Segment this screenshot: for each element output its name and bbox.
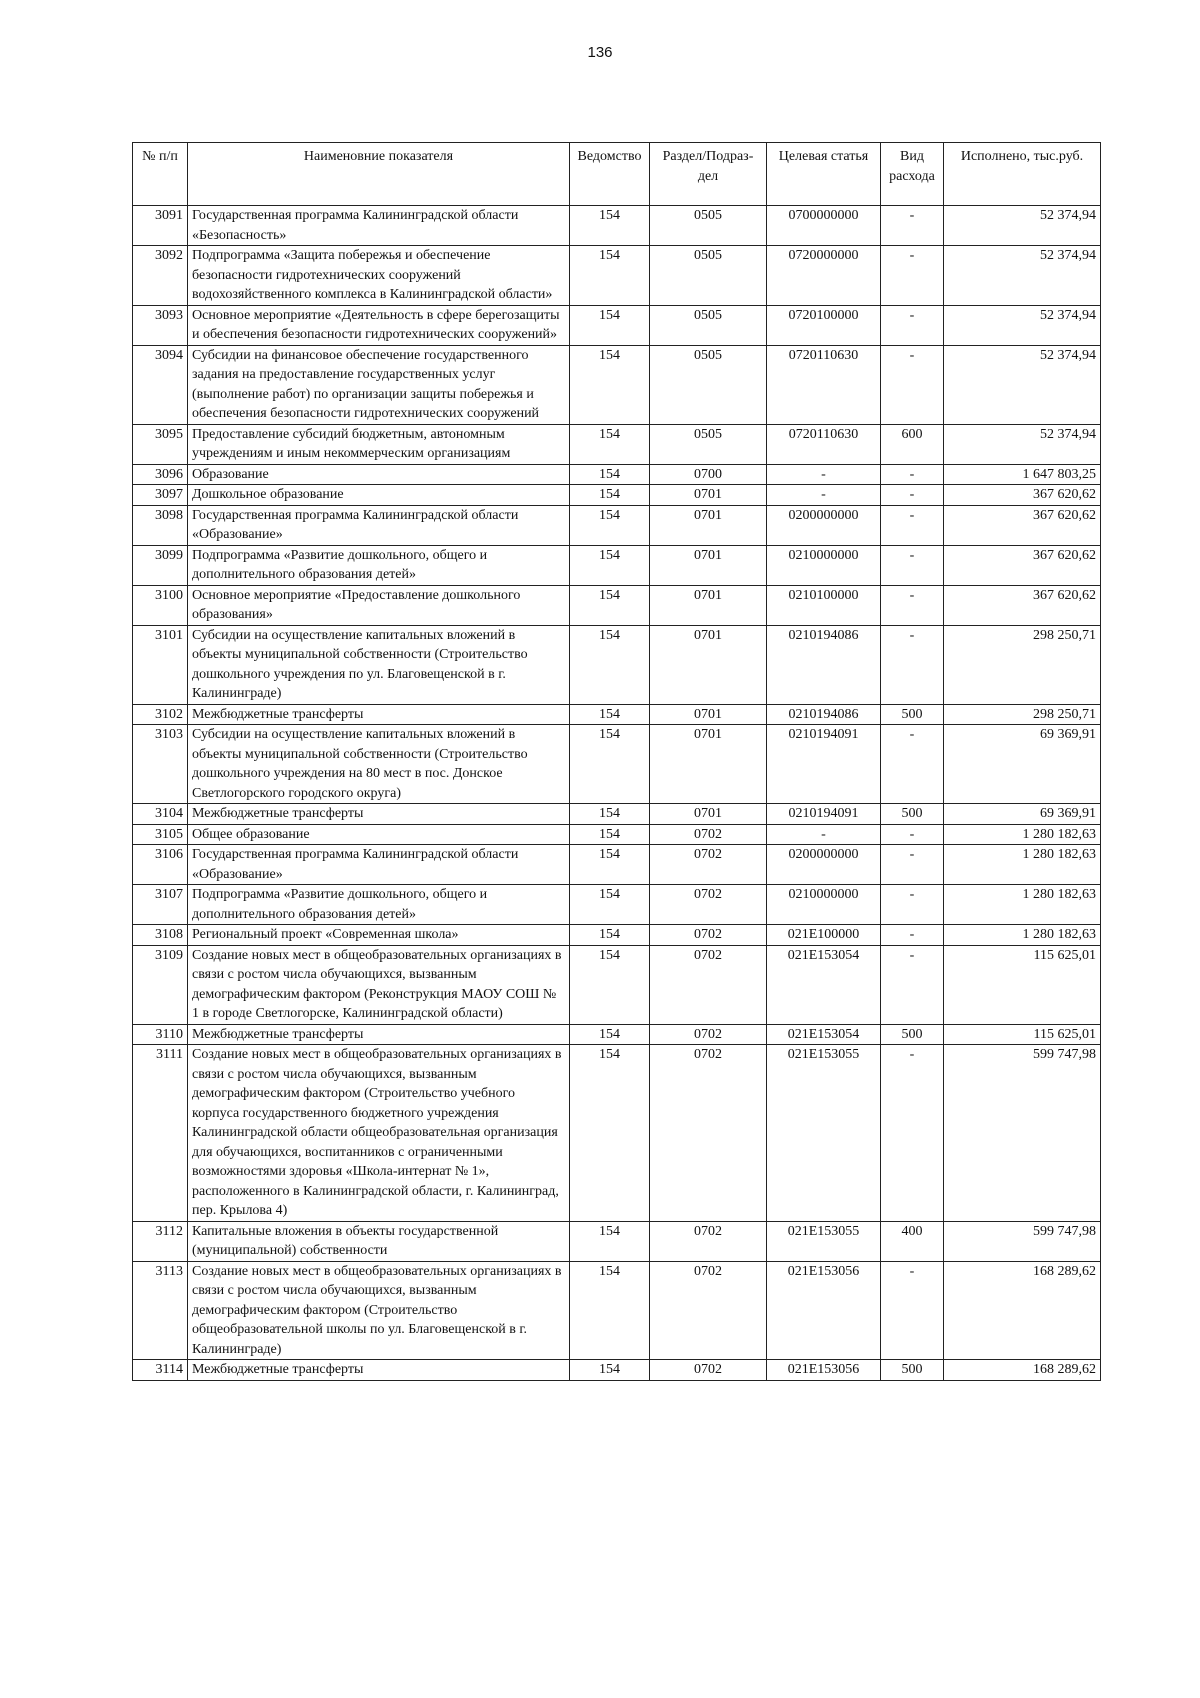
row-dept: 154 (570, 845, 650, 885)
table-row (133, 625, 1101, 704)
row-kind: - (881, 505, 944, 545)
row-target: 0210194091 (767, 725, 881, 804)
table-row (133, 1024, 1101, 1045)
table-row (133, 945, 1101, 1024)
row-section: 0505 (650, 246, 767, 306)
row-name: Субсидии на осуществление капитальных вложений в объекты муниципальной собственности (Строительство дошкольного учреждения на 80 мест в пос. Донское Светлогорского городского округа) (188, 725, 570, 804)
row-kind: 500 (881, 1360, 944, 1381)
row-num: 3103 (133, 725, 188, 804)
row-name: Капитальные вложения в объекты государственной (муниципальной) собственности (188, 1221, 570, 1261)
header-kind: Вид расхода (881, 143, 944, 206)
row-num: 3094 (133, 345, 188, 424)
row-target: 0200000000 (767, 845, 881, 885)
table-row (133, 206, 1101, 246)
row-dept: 154 (570, 885, 650, 925)
row-dept: 154 (570, 1221, 650, 1261)
row-target: 0210000000 (767, 545, 881, 585)
row-num: 3107 (133, 885, 188, 925)
row-section: 0505 (650, 424, 767, 464)
table-row (133, 545, 1101, 585)
row-target: 0720000000 (767, 246, 881, 306)
row-target: 021E153056 (767, 1360, 881, 1381)
row-target: 021E153054 (767, 1024, 881, 1045)
table-row (133, 305, 1101, 345)
row-section: 0702 (650, 885, 767, 925)
header-section: Раздел/Подраз-дел (650, 143, 767, 206)
row-target: 0210000000 (767, 885, 881, 925)
table-row (133, 345, 1101, 424)
table-row (133, 804, 1101, 825)
row-section: 0701 (650, 625, 767, 704)
budget-execution-table (132, 142, 1101, 1381)
row-name: Основное мероприятие «Предоставление дошкольного образования» (188, 585, 570, 625)
row-target: 0720110630 (767, 424, 881, 464)
row-dept: 154 (570, 464, 650, 485)
row-amount: 69 369,91 (944, 725, 1101, 804)
row-num: 3095 (133, 424, 188, 464)
row-section: 0702 (650, 1261, 767, 1360)
header-target: Целевая статья (767, 143, 881, 206)
row-target: 021E100000 (767, 925, 881, 946)
row-dept: 154 (570, 945, 650, 1024)
row-target: 0700000000 (767, 206, 881, 246)
row-dept: 154 (570, 1261, 650, 1360)
row-amount: 599 747,98 (944, 1045, 1101, 1222)
row-amount: 367 620,62 (944, 585, 1101, 625)
row-amount: 1 647 803,25 (944, 464, 1101, 485)
row-name: Дошкольное образование (188, 485, 570, 506)
row-name: Межбюджетные трансферты (188, 1360, 570, 1381)
row-section: 0700 (650, 464, 767, 485)
row-target: 021E153054 (767, 945, 881, 1024)
table-row (133, 424, 1101, 464)
row-amount: 1 280 182,63 (944, 885, 1101, 925)
table-row (133, 485, 1101, 506)
row-section: 0701 (650, 704, 767, 725)
table-row (133, 725, 1101, 804)
row-kind: - (881, 585, 944, 625)
row-kind: - (881, 1045, 944, 1222)
table-header-row (133, 143, 1101, 206)
row-kind: - (881, 625, 944, 704)
page-number: 136 (587, 44, 613, 61)
row-section: 0505 (650, 305, 767, 345)
row-num: 3099 (133, 545, 188, 585)
row-amount: 168 289,62 (944, 1360, 1101, 1381)
row-name: Государственная программа Калининградской области «Образование» (188, 505, 570, 545)
row-amount: 1 280 182,63 (944, 845, 1101, 885)
row-target: - (767, 464, 881, 485)
row-amount: 367 620,62 (944, 545, 1101, 585)
row-dept: 154 (570, 925, 650, 946)
row-name: Межбюджетные трансферты (188, 804, 570, 825)
header-name: Наименовние показателя (188, 143, 570, 206)
row-num: 3104 (133, 804, 188, 825)
row-name: Межбюджетные трансферты (188, 704, 570, 725)
row-amount: 367 620,62 (944, 485, 1101, 506)
row-num: 3114 (133, 1360, 188, 1381)
row-kind: - (881, 885, 944, 925)
table-row (133, 246, 1101, 306)
row-kind: 500 (881, 704, 944, 725)
row-section: 0702 (650, 925, 767, 946)
row-name: Создание новых мест в общеобразовательных организациях в связи с ростом числа обучающихся, вызванным демографическим фактором (Реконструкция МАОУ СОШ № 1 в городе Светлогорске, Калининградской области) (188, 945, 570, 1024)
row-name: Подпрограмма «Защита побережья и обеспечение безопасности гидротехнических сооружений водохозяйственного комплекса в Калининградской области» (188, 246, 570, 306)
header-num: № п/п (133, 143, 188, 206)
row-kind: - (881, 925, 944, 946)
row-kind: - (881, 945, 944, 1024)
row-target: 0720100000 (767, 305, 881, 345)
row-kind: - (881, 246, 944, 306)
row-kind: - (881, 464, 944, 485)
row-num: 3109 (133, 945, 188, 1024)
header-dept: Ведомство (570, 143, 650, 206)
row-name: Региональный проект «Современная школа» (188, 925, 570, 946)
table-row (133, 885, 1101, 925)
row-target: 0720110630 (767, 345, 881, 424)
row-section: 0701 (650, 505, 767, 545)
table-row (133, 824, 1101, 845)
row-dept: 154 (570, 1024, 650, 1045)
row-dept: 154 (570, 424, 650, 464)
table-row (133, 1045, 1101, 1222)
table-row (133, 1360, 1101, 1381)
row-dept: 154 (570, 804, 650, 825)
table-row (133, 464, 1101, 485)
row-num: 3111 (133, 1045, 188, 1222)
row-num: 3101 (133, 625, 188, 704)
row-num: 3098 (133, 505, 188, 545)
row-name: Государственная программа Калининградской области «Образование» (188, 845, 570, 885)
row-target: 0210194086 (767, 704, 881, 725)
row-kind: 600 (881, 424, 944, 464)
table-row (133, 1221, 1101, 1261)
row-num: 3112 (133, 1221, 188, 1261)
table-row (133, 1261, 1101, 1360)
row-kind: - (881, 725, 944, 804)
row-kind: - (881, 345, 944, 424)
row-num: 3100 (133, 585, 188, 625)
row-dept: 154 (570, 206, 650, 246)
row-amount: 115 625,01 (944, 1024, 1101, 1045)
row-kind: 500 (881, 1024, 944, 1045)
row-amount: 367 620,62 (944, 505, 1101, 545)
row-target: 021E153055 (767, 1221, 881, 1261)
row-kind: - (881, 206, 944, 246)
row-kind: - (881, 305, 944, 345)
row-name: Предоставление субсидий бюджетным, автономным учреждениям и иным некоммерческим организациям (188, 424, 570, 464)
row-amount: 1 280 182,63 (944, 824, 1101, 845)
row-dept: 154 (570, 345, 650, 424)
row-kind: - (881, 545, 944, 585)
row-num: 3113 (133, 1261, 188, 1360)
row-kind: - (881, 1261, 944, 1360)
row-section: 0702 (650, 1360, 767, 1381)
row-dept: 154 (570, 305, 650, 345)
table-row (133, 845, 1101, 885)
row-amount: 52 374,94 (944, 345, 1101, 424)
row-amount: 69 369,91 (944, 804, 1101, 825)
row-num: 3091 (133, 206, 188, 246)
row-num: 3108 (133, 925, 188, 946)
row-dept: 154 (570, 505, 650, 545)
row-kind: 500 (881, 804, 944, 825)
row-name: Межбюджетные трансферты (188, 1024, 570, 1045)
row-target: 0210194091 (767, 804, 881, 825)
row-amount: 52 374,94 (944, 424, 1101, 464)
row-name: Субсидии на финансовое обеспечение государственного задания на предоставление государственных услуг (выполнение работ) по организации защиты побережья и обеспечения безопасности гидротехнических сооружений (188, 345, 570, 424)
row-section: 0701 (650, 804, 767, 825)
row-kind: - (881, 485, 944, 506)
row-kind: 400 (881, 1221, 944, 1261)
row-section: 0702 (650, 824, 767, 845)
row-num: 3097 (133, 485, 188, 506)
table-row (133, 925, 1101, 946)
row-kind: - (881, 824, 944, 845)
row-dept: 154 (570, 1045, 650, 1222)
row-amount: 52 374,94 (944, 305, 1101, 345)
row-target: 0200000000 (767, 505, 881, 545)
row-target: 0210100000 (767, 585, 881, 625)
row-name: Создание новых мест в общеобразовательных организациях в связи с ростом числа обучающихся, вызванным демографическим фактором (Строительство общеобразовательной школы по ул. Благовещенской в г. Калининграде) (188, 1261, 570, 1360)
row-name: Создание новых мест в общеобразовательных организациях в связи с ростом числа обучающихся, вызванным демографическим фактором (Строительство учебного корпуса государственного бюджетного учреждения Калининградской области общеобразовательная организация для обучающихся, воспитанников с ограниченными возможностями здоровья «Школа-интернат № 1», расположенного в Калининградской области, г. Калининград, пер. Крылова 4) (188, 1045, 570, 1222)
row-name: Субсидии на осуществление капитальных вложений в объекты муниципальной собственности (Строительство дошкольного учреждения по ул. Благовещенской в г. Калининграде) (188, 625, 570, 704)
row-target: 021E153055 (767, 1045, 881, 1222)
table-row (133, 704, 1101, 725)
row-amount: 298 250,71 (944, 625, 1101, 704)
row-section: 0702 (650, 1024, 767, 1045)
row-section: 0701 (650, 485, 767, 506)
row-dept: 154 (570, 704, 650, 725)
row-num: 3105 (133, 824, 188, 845)
row-num: 3092 (133, 246, 188, 306)
row-section: 0702 (650, 945, 767, 1024)
row-num: 3110 (133, 1024, 188, 1045)
row-name: Образование (188, 464, 570, 485)
row-amount: 298 250,71 (944, 704, 1101, 725)
row-amount: 115 625,01 (944, 945, 1101, 1024)
row-name: Общее образование (188, 824, 570, 845)
row-name: Подпрограмма «Развитие дошкольного, общего и дополнительного образования детей» (188, 885, 570, 925)
row-dept: 154 (570, 625, 650, 704)
row-num: 3102 (133, 704, 188, 725)
row-amount: 52 374,94 (944, 206, 1101, 246)
row-num: 3093 (133, 305, 188, 345)
table-row (133, 505, 1101, 545)
row-section: 0505 (650, 345, 767, 424)
row-amount: 168 289,62 (944, 1261, 1101, 1360)
row-section: 0702 (650, 1045, 767, 1222)
table-row (133, 585, 1101, 625)
row-section: 0702 (650, 845, 767, 885)
row-section: 0701 (650, 585, 767, 625)
row-section: 0702 (650, 1221, 767, 1261)
row-amount: 52 374,94 (944, 246, 1101, 306)
row-dept: 154 (570, 545, 650, 585)
row-dept: 154 (570, 824, 650, 845)
row-dept: 154 (570, 1360, 650, 1381)
row-target: - (767, 824, 881, 845)
row-target: 0210194086 (767, 625, 881, 704)
row-num: 3096 (133, 464, 188, 485)
row-name: Основное мероприятие «Деятельность в сфере берегозащиты и обеспечения безопасности гидротехнических сооружений» (188, 305, 570, 345)
row-target: 021E153056 (767, 1261, 881, 1360)
row-section: 0505 (650, 206, 767, 246)
row-name: Государственная программа Калининградской области «Безопасность» (188, 206, 570, 246)
row-section: 0701 (650, 545, 767, 585)
row-section: 0701 (650, 725, 767, 804)
row-kind: - (881, 845, 944, 885)
row-dept: 154 (570, 246, 650, 306)
row-dept: 154 (570, 485, 650, 506)
row-amount: 1 280 182,63 (944, 925, 1101, 946)
row-name: Подпрограмма «Развитие дошкольного, общего и дополнительного образования детей» (188, 545, 570, 585)
row-num: 3106 (133, 845, 188, 885)
row-dept: 154 (570, 585, 650, 625)
row-amount: 599 747,98 (944, 1221, 1101, 1261)
header-amount: Исполнено, тыс.руб. (944, 143, 1101, 206)
row-target: - (767, 485, 881, 506)
row-dept: 154 (570, 725, 650, 804)
